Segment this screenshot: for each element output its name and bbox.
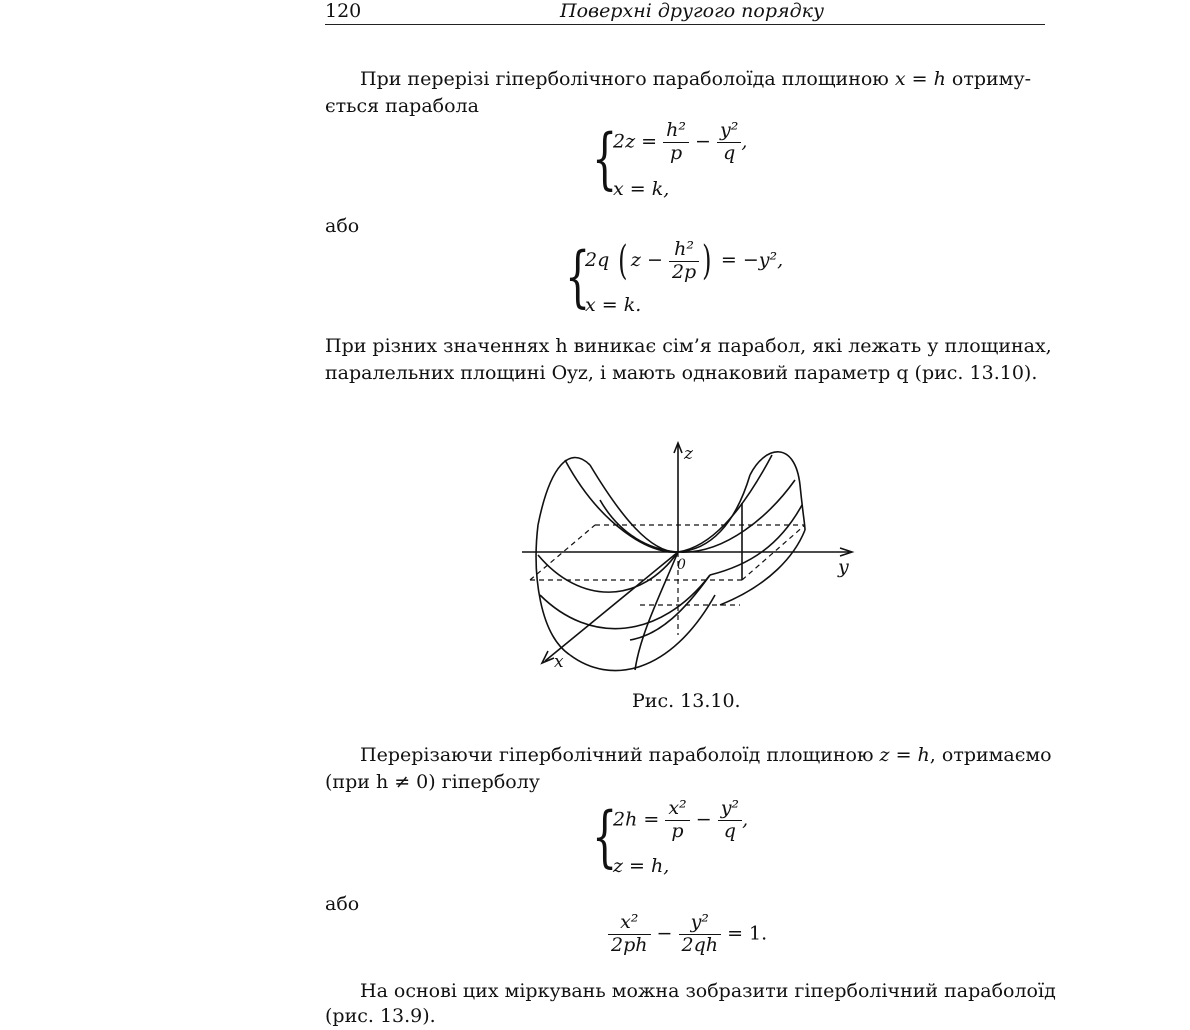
sys2-l1-start: 2q <box>585 249 610 271</box>
y-axis-label: y <box>838 556 849 578</box>
sys1-frac1-den: p <box>669 141 683 164</box>
origin-label: 0 <box>677 557 686 573</box>
x-axis-label: x <box>554 652 564 672</box>
eq4-end: = 1. <box>727 922 768 945</box>
sys2-line2: x = k. <box>585 294 642 316</box>
sys2-frac-num: h² <box>669 239 699 262</box>
para3-suffix: , отримаємо <box>929 744 1052 766</box>
z-axis-label: z <box>684 444 693 464</box>
para4-line1: На основі цих міркувань можна зобразити гіперболічний параболоїд <box>360 980 1056 1002</box>
sys3-line1 <box>613 798 748 843</box>
sys1-line2: x = k, <box>613 178 670 200</box>
sys3-minus: − <box>695 808 712 831</box>
para3-prefix: Перерізаючи гіперболічний параболоїд площиною <box>360 744 880 766</box>
sys1-l1-left: 2z = <box>613 130 658 153</box>
para1-prefix: При перерізі гіперболічного параболоїда площиною <box>360 68 895 90</box>
sys1-frac2-den: q <box>723 141 736 164</box>
sys3-frac1-den: p <box>671 819 684 842</box>
sys1-line1 <box>613 120 747 165</box>
sys2-l1-inner: z − <box>630 249 663 271</box>
sys3-line2: z = h, <box>613 855 670 877</box>
sys3-end: , <box>742 808 749 831</box>
header-rule <box>325 24 1045 25</box>
eq4-frac2-den: 2qh <box>681 933 719 956</box>
page-number: 120 <box>325 0 362 22</box>
eq4 <box>608 912 767 957</box>
para4-line2: (рис. 13.9). <box>325 1005 436 1027</box>
eq4-frac2-num: y² <box>679 912 722 935</box>
surface-front-parabola <box>570 595 715 671</box>
sys3-frac1 <box>665 798 689 843</box>
para3-line1 <box>360 744 1052 766</box>
sys3-frac1-num: x² <box>665 798 689 821</box>
sys3-frac2-num: y² <box>718 798 742 821</box>
para2-line1: При різних значеннях h виникає сім’я парабол, які лежать у площинах, <box>325 335 1052 357</box>
hyperbolic-paraboloid-figure <box>510 435 870 680</box>
sys1-end: , <box>741 130 748 153</box>
eq4-frac1 <box>608 912 651 957</box>
sys2-lparen: ( <box>618 238 628 284</box>
sys1-brace: { <box>592 120 618 197</box>
figure-caption: Рис. 13.10. <box>632 690 741 712</box>
sys3-frac2 <box>718 798 742 843</box>
x-axis-arrow <box>542 651 554 663</box>
para1-line2: ється парабола <box>325 95 479 117</box>
abo1: або <box>325 215 360 237</box>
surface-left-back-parabola <box>538 458 590 526</box>
sys1-frac2-num: y² <box>717 120 741 143</box>
eq4-frac1-num: x² <box>608 912 651 935</box>
sys1-frac1 <box>663 120 689 165</box>
sys3-brace: { <box>592 798 618 875</box>
sys2-rparen: ) <box>702 238 712 284</box>
abo2: або <box>325 893 360 915</box>
para3-line2: (при h ≠ 0) гіперболу <box>325 771 540 793</box>
para1-eq: x = h <box>894 68 946 90</box>
eq4-minus: − <box>656 922 673 945</box>
sys2-l1-end: = −y², <box>720 249 784 271</box>
sys2-line1 <box>585 238 783 284</box>
eq4-frac1-den: 2ph <box>611 933 648 956</box>
eq4-frac2 <box>679 912 722 957</box>
running-title: Поверхні другого порядку <box>560 0 824 22</box>
sys3-frac2-den: q <box>723 819 736 842</box>
sys2-frac-den: 2p <box>671 260 697 283</box>
sys2-frac <box>669 239 699 284</box>
para2-line2: паралельних площині Oyz, і мають однаковий параметр q (рис. 13.10). <box>325 362 1038 384</box>
para1-line1 <box>360 68 1031 90</box>
sys3-l1-left: 2h = <box>613 808 660 831</box>
sys1-minus: − <box>695 130 711 153</box>
sys2-brace: { <box>565 238 591 315</box>
para1-suffix: отриму- <box>945 68 1032 90</box>
sys1-frac1-num: h² <box>663 120 689 143</box>
x-axis <box>545 552 678 661</box>
para3-eq: z = h <box>879 744 930 766</box>
surface-left-edge <box>536 525 570 655</box>
sys1-frac2 <box>717 120 741 165</box>
surface-right-back-parabola <box>750 452 805 530</box>
surface-center-curve <box>590 465 750 552</box>
